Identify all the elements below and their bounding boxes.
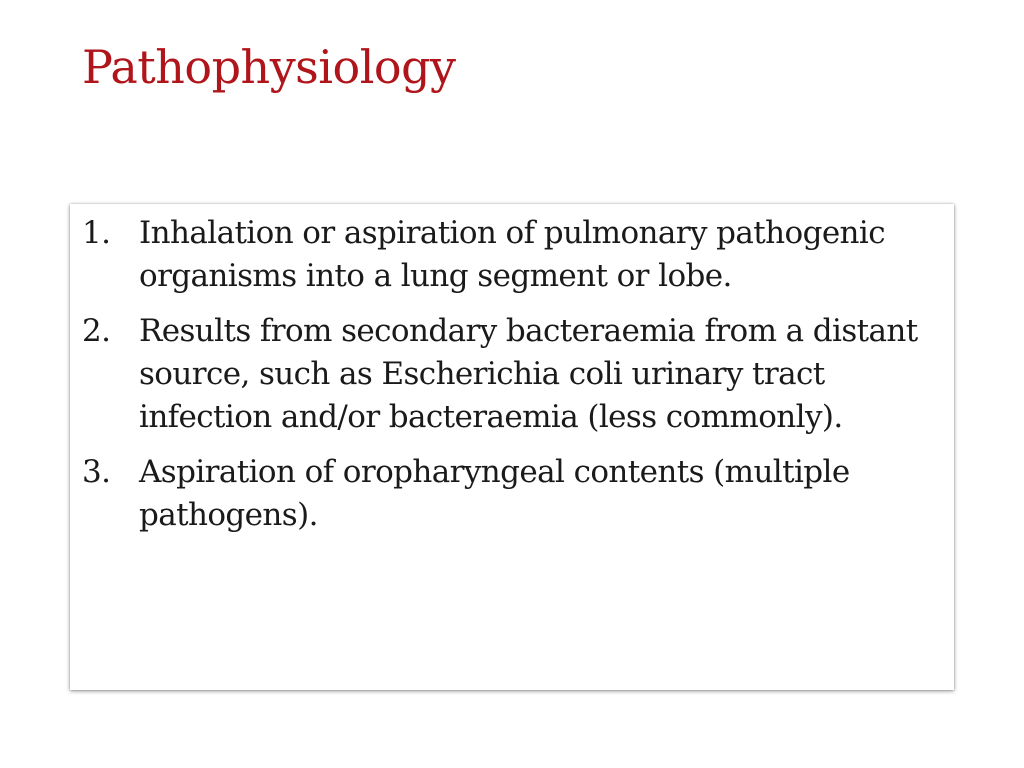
numbered-point-list [70,204,954,537]
list-item-text: Results from secondary bacteraemia from a distant source, such as Escherichia coli urinary tract infection and/or bacteraemia (less commonly). [139,313,918,435]
list-item-text: Aspiration of oropharyngeal contents (multiple pathogens). [139,454,850,533]
list-item-3 [82,451,940,537]
list-item-number: 1. [82,215,111,251]
list-item-1 [82,212,940,298]
list-item-number: 3. [82,454,111,490]
slide-title: Pathophysiology [82,40,456,94]
list-item-text: Inhalation or aspiration of pulmonary pathogenic organisms into a lung segment or lobe. [139,215,886,294]
list-item-2 [82,310,940,439]
list-item-number: 2. [82,313,111,349]
content-box [70,204,954,690]
